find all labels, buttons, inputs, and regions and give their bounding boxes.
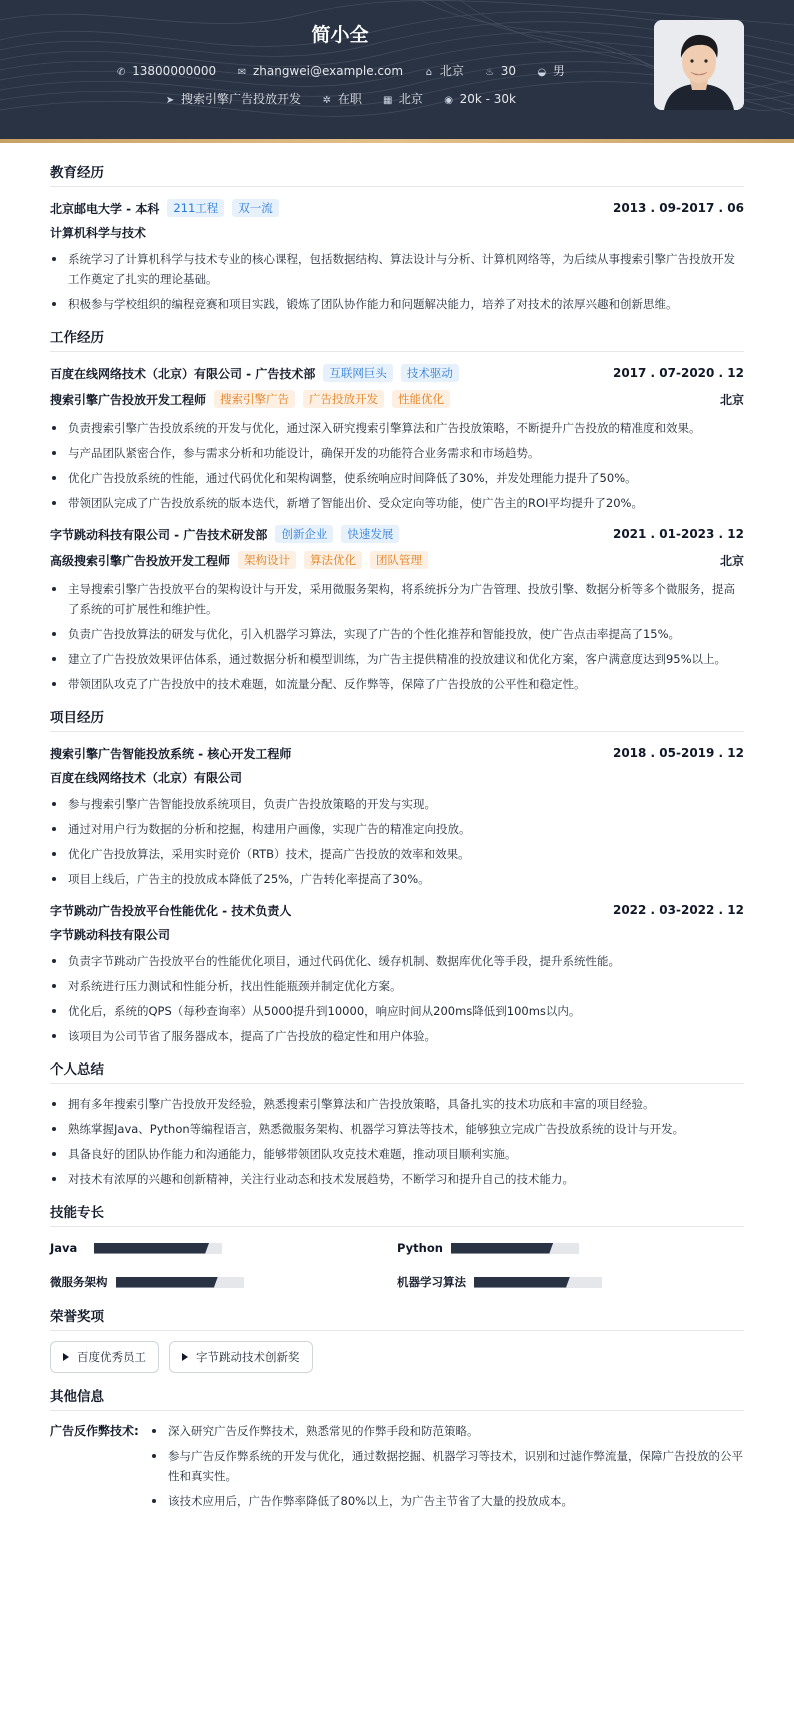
skills-section [50, 1201, 744, 1293]
list-item: 该项目为公司节省了服务器成本，提高了广告投放的稳定性和用户体验。 [50, 1026, 744, 1046]
skill-name: Python [397, 1241, 443, 1255]
list-item: 参与广告反作弊系统的开发与优化，通过数据挖掘、机器学习等技术，识别和过滤作弊流量，保障广告投放的公平性和真实性。 [150, 1446, 744, 1486]
list-item: 通过对用户行为数据的分析和挖掘，构建用户画像，实现广告的精准定向投放。 [50, 819, 744, 839]
skill-bar-track [116, 1277, 244, 1288]
list-item: 建立了广告投放效果评估体系，通过数据分析和模型训练，为广告主提供精准的投放建议和优化方案，客户满意度达到95%以上。 [50, 649, 744, 669]
phone-icon: ✆ [116, 67, 126, 78]
skill-name: 微服务架构 [50, 1275, 108, 1289]
work-title-line [50, 390, 450, 408]
project-entry [50, 742, 744, 889]
list-item: 熟练掌握Java、Python等编程语言，熟悉微服务架构、机器学习算法等技术，能够独立完成广告投放系统的设计与开发。 [50, 1119, 744, 1139]
title-tag: 广告投放开发 [303, 390, 384, 408]
work-company: 字节跳动科技有限公司 - 广告技术研发部 [50, 527, 268, 542]
gender-value: 男 [552, 64, 565, 78]
coin-icon: ◉ [444, 95, 453, 106]
education-bullets [50, 249, 744, 314]
skill-item [397, 1237, 744, 1259]
work-bullets [50, 579, 744, 694]
other-info-label: 广告反作弊技术: [50, 1424, 139, 1438]
list-item: 系统学习了计算机科学与技术专业的核心课程，包括数据结构、算法设计与分析、计算机网络等，为后续从事搜索引擎广告投放开发工作奠定了扎实的理论基础。 [50, 249, 744, 289]
project-entry [50, 899, 744, 1046]
project-name: 字节跳动广告投放平台性能优化 - 技术负责人 [50, 903, 292, 918]
age-info [484, 64, 516, 78]
work-period: 2021 . 01-2023 . 12 [612, 527, 744, 541]
list-item: 深入研究广告反作弊技术，熟悉常见的作弊手段和防范策略。 [150, 1421, 744, 1441]
avatar-portrait-icon [654, 20, 744, 110]
section-title-awards: 荣誉奖项 [50, 1305, 744, 1331]
work-period: 2017 . 07-2020 . 12 [612, 366, 744, 380]
list-item: 具备良好的团队协作能力和沟通能力，能够带领团队攻克技术难题，推动项目顺利实施。 [50, 1144, 744, 1164]
title-tag: 团队管理 [370, 551, 428, 569]
skill-bar-track [451, 1243, 579, 1254]
project-period: 2018 . 05-2019 . 12 [612, 746, 744, 760]
list-item: 负责字节跳动广告投放平台的性能优化项目，通过代码优化、缓存机制、数据库优化等手段，提升系统性能。 [50, 951, 744, 971]
salary-info [443, 92, 516, 106]
list-item: 负责搜索引擎广告投放系统的开发与优化，通过深入研究搜索引擎算法和广告投放策略，不断提升广告投放的精准度和效果。 [50, 418, 744, 438]
status-info [321, 90, 362, 107]
skill-item [397, 1271, 744, 1293]
project-period: 2022 . 03-2022 . 12 [612, 903, 744, 917]
project-row [50, 742, 744, 764]
award-item [50, 1341, 159, 1373]
school-name: 北京邮电大学 - 本科 [50, 201, 160, 216]
play-icon [63, 1353, 69, 1361]
section-title-work: 工作经历 [50, 326, 744, 352]
target-job-info [164, 90, 301, 107]
work-company-line [50, 364, 459, 382]
education-row [50, 197, 744, 219]
list-item: 带领团队完成了广告投放系统的版本迭代，新增了智能出价、受众定向等功能，使广告主的ROI平均提升了20%。 [50, 493, 744, 513]
skill-bar-fill [116, 1277, 218, 1288]
list-item: 项目上线后，广告主的投放成本降低了25%，广告转化率提高了30%。 [50, 869, 744, 889]
work-company-row [50, 523, 744, 545]
skills-grid [50, 1237, 744, 1293]
job-intent-row [0, 90, 680, 107]
work-entry [50, 523, 744, 694]
email-value: zhangwei@example.com [252, 64, 404, 78]
section-title-projects: 项目经历 [50, 706, 744, 732]
list-item: 积极参与学校组织的编程竞赛和项目实践，锻炼了团队协作能力和问题解决能力，培养了对技术的浓厚兴趣和创新思维。 [50, 294, 744, 314]
list-item: 优化广告投放系统的性能，通过代码优化和架构调整，使系统响应时间降低了30%，并发处理能力提升了50%。 [50, 468, 744, 488]
awards-section [50, 1305, 744, 1373]
project-bullets [50, 951, 744, 1046]
title-tag: 算法优化 [304, 551, 362, 569]
other-section [50, 1385, 744, 1526]
status-value: 在职 [337, 92, 362, 106]
send-icon: ➤ [165, 95, 175, 106]
awards-list [50, 1341, 744, 1373]
list-item: 参与搜索引擎广告智能投放系统项目，负责广告投放策略的开发与实现。 [50, 794, 744, 814]
skill-bar-track [474, 1277, 602, 1288]
education-section [50, 161, 744, 314]
company-tag: 快速发展 [341, 525, 399, 543]
section-title-other: 其他信息 [50, 1385, 744, 1411]
work-location: 北京 [719, 392, 744, 407]
section-title-education: 教育经历 [50, 161, 744, 187]
skill-bar-track [94, 1243, 222, 1254]
work-company-row [50, 362, 744, 384]
home-icon: ⌂ [425, 67, 433, 78]
candidate-name: 简小全 [311, 24, 369, 46]
list-item: 与产品团队紧密合作，参与需求分析和功能设计，确保开发的功能符合业务需求和市场趋势。 [50, 443, 744, 463]
phone-value: 13800000000 [132, 64, 217, 78]
summary-section [50, 1058, 744, 1189]
project-name: 搜索引擎广告智能投放系统 - 核心开发工程师 [50, 746, 292, 761]
projects-section [50, 706, 744, 1046]
work-company: 百度在线网络技术（北京）有限公司 - 广告技术部 [50, 366, 316, 381]
phone-info [115, 64, 216, 78]
list-item: 优化广告投放算法，采用实时竞价（RTB）技术，提高广告投放的效率和效果。 [50, 844, 744, 864]
project-bullets [50, 794, 744, 889]
company-tag: 互联网巨头 [323, 364, 393, 382]
project-company: 字节跳动科技有限公司 [50, 927, 171, 942]
list-item: 优化后，系统的QPS（每秒查询率）从5000提升到10000，响应时间从200ms降低到100ms以内。 [50, 1001, 744, 1021]
city-value: 北京 [439, 64, 464, 78]
work-title-row [50, 384, 744, 414]
skill-name: Java [50, 1241, 78, 1255]
title-tag: 性能优化 [392, 390, 450, 408]
cake-icon: ♨ [485, 67, 495, 78]
education-period: 2013 . 09-2017 . 06 [612, 201, 744, 215]
list-item: 主导搜索引擎广告投放平台的架构设计与开发，采用微服务架构，将系统拆分为广告管理、投放引擎、数据分析等多个微服务，提高了系统的可扩展性和维护性。 [50, 579, 744, 619]
building-icon: ▦ [382, 95, 393, 106]
award-item [169, 1341, 313, 1373]
company-tag: 技术驱动 [401, 364, 459, 382]
mail-icon: ✉ [237, 67, 247, 78]
title-tag: 搜索引擎广告 [214, 390, 295, 408]
list-item: 对系统进行压力测试和性能分析，找出性能瓶颈并制定优化方案。 [50, 976, 744, 996]
age-value: 30 [500, 64, 517, 78]
gender-info [536, 62, 565, 79]
skill-bar-fill [474, 1277, 570, 1288]
skill-bar-fill [451, 1243, 553, 1254]
contact-info-row [0, 62, 680, 79]
skill-name: 机器学习算法 [397, 1275, 466, 1289]
list-item: 该技术应用后，广告作弊率降低了80%以上，为广告主节省了大量的投放成本。 [150, 1491, 744, 1511]
company-tag: 创新企业 [275, 525, 333, 543]
other-info-block [50, 1421, 744, 1526]
skill-item [50, 1237, 397, 1259]
target-job-value: 搜索引擎广告投放开发 [181, 92, 302, 106]
work-title: 搜索引擎广告投放开发工程师 [50, 392, 207, 407]
play-icon [182, 1353, 188, 1361]
work-bullets [50, 418, 744, 513]
work-title: 高级搜索引擎广告投放开发工程师 [50, 553, 231, 568]
target-city-info [382, 90, 423, 107]
gear-icon: ✲ [322, 95, 332, 106]
education-school-line [50, 199, 279, 217]
school-tag: 双一流 [232, 199, 279, 217]
resume-header [0, 0, 794, 143]
section-title-skills: 技能专长 [50, 1201, 744, 1227]
email-info [236, 64, 403, 78]
summary-bullets [50, 1094, 744, 1189]
skill-bar-fill [94, 1243, 209, 1254]
work-section [50, 326, 744, 694]
project-row [50, 899, 744, 921]
skill-item [50, 1271, 397, 1293]
salary-value: 20k - 30k [459, 92, 516, 106]
header-accent-line [0, 139, 794, 143]
work-company-line [50, 525, 399, 543]
resume-body [0, 143, 794, 1526]
work-entry [50, 362, 744, 513]
target-city-value: 北京 [398, 92, 423, 106]
project-company: 百度在线网络技术（北京）有限公司 [50, 770, 243, 785]
work-location: 北京 [719, 553, 744, 568]
list-item: 负责广告投放算法的研发与优化，引入机器学习算法，实现了广告的个性化推荐和智能投放，使广告点击率提高了15%。 [50, 624, 744, 644]
city-info [423, 62, 464, 79]
education-major: 计算机科学与技术 [50, 225, 147, 240]
work-title-line [50, 551, 428, 569]
school-tag: 211工程 [167, 199, 224, 217]
award-label: 字节跳动技术创新奖 [196, 1350, 300, 1364]
list-item: 拥有多年搜索引擎广告投放开发经验，熟悉搜索引擎算法和广告投放策略，具备扎实的技术功底和丰富的项目经验。 [50, 1094, 744, 1114]
title-tag: 架构设计 [238, 551, 296, 569]
list-item: 带领团队攻克了广告投放中的技术难题，如流量分配、反作弊等，保障了广告投放的公平性和稳定性。 [50, 674, 744, 694]
avatar [654, 20, 744, 110]
work-title-row [50, 545, 744, 575]
section-title-summary: 个人总结 [50, 1058, 744, 1084]
award-label: 百度优秀员工 [77, 1350, 146, 1364]
gender-icon: ◒ [537, 67, 547, 78]
other-bullets [150, 1421, 744, 1516]
list-item: 对技术有浓厚的兴趣和创新精神，关注行业动态和技术发展趋势，不断学习和提升自己的技术能力。 [50, 1169, 744, 1189]
